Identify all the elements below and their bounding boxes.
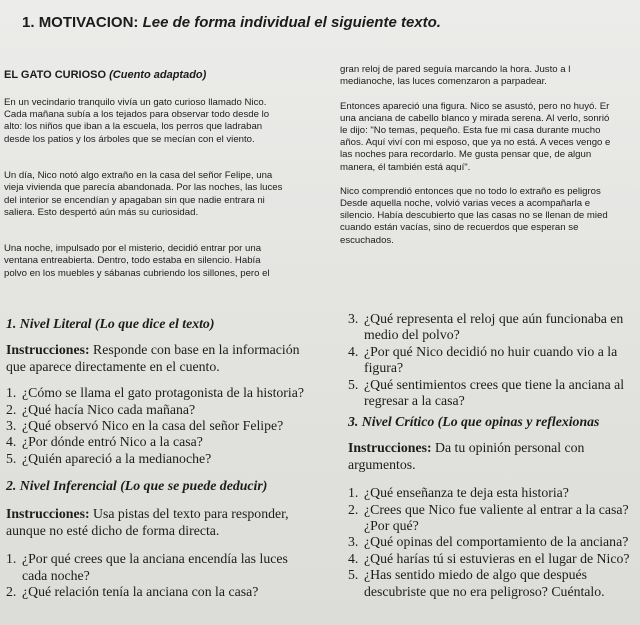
question-number: 2. [348,501,359,517]
level-critico-title: 3. Nivel Crítico (Lo que opinas y reflexionas [348,414,600,429]
question-number: 4. [348,343,359,359]
question-line: ¿Cómo se llama el gato protagonista de la historia? [22,385,304,401]
question-line: ¿Por qué? [364,518,419,534]
story-line [4,231,314,243]
question-number: 4. [348,550,359,566]
level-inferencial-title: 2. Nivel Inferencial (Lo que se puede deducir) [6,478,268,493]
question-item [6,385,324,401]
level-inferencial-section [6,478,324,600]
story-line: años. Aquí viví con mi esposo, que ya no está. A veces vengo e [340,137,611,149]
question-text [364,485,569,501]
story-title-text: EL GATO CURIOSO [4,69,107,81]
inferencial-instructions-text-2: aunque no esté dicho de forma directa. [6,522,220,538]
level-literal-section [6,316,324,467]
critico-instructions-text: Da tu opinión personal con [431,440,585,456]
question-number: 3. [348,311,359,326]
question-item [348,534,638,550]
question-text [22,418,283,434]
question-item [348,311,638,344]
question-line: ¿Qué representa el reloj que aún funcionaba en [364,311,624,326]
question-line: figura? [364,360,404,376]
story-line: Desde aquella noche, volvió varias veces a acompañarla e [340,198,591,210]
question-item [348,551,638,567]
question-item [6,451,324,467]
question-text [22,385,304,401]
question-line: ¿Qué hacía Nico cada mañana? [22,401,196,417]
level-literal-title: 1. Nivel Literal (Lo que dice el texto) [6,316,215,331]
question-line: ¿Por dónde entró Nico a la casa? [22,434,203,450]
question-number: 4. [6,434,17,450]
inferencial-instructions-label: Instrucciones: [6,506,90,522]
question-item [6,434,324,450]
inferencial-instructions-text: Usa pistas del texto para responder, [89,506,289,522]
question-line: ¿Por qué crees que la anciana encendía las luces [22,551,288,567]
question-text [364,344,617,377]
story-line: ventana entreabierta. Dentro, todo estaba en silencio. Había [4,255,261,267]
literal-instructions-label: Instrucciones: [6,342,90,358]
question-item [6,402,324,418]
story-line: cuando están vacías, sino de recuerdos que esperan se [340,222,579,234]
question-item [348,344,638,377]
story-line: En un vecindario tranquilo vivía un gato curioso llamado Nico. [4,97,267,108]
question-text [364,377,624,410]
story-line: del interior se encendían y apagaban sin que nadie entrara ni [4,194,265,206]
question-number: 2. [6,401,17,417]
story-line: las noches para recordarlo. Me gusta pensar que, de algun [340,149,592,161]
story-line: Entonces apareció una figura. Nico se asustó, pero no huyó. Er [340,100,610,112]
question-line: ¿Qué sentimientos crees que tiene la anciana al [364,376,625,392]
question-line: ¿Crees que Nico fue valiente al entrar a la casa? [364,501,629,517]
story-line: una anciana de cabello blanco y mirada serena. Al verlo, sonrió [340,112,610,124]
story-right-column [340,64,640,247]
question-line: ¿Qué enseñanza te deja esta historia? [364,485,569,501]
question-text [22,434,203,450]
story-line: Un día, Nico notó algo extraño en la casa del señor Felipe, una [4,170,273,182]
story-line: saliera. Esto despertó aún más su curiosidad. [4,206,199,218]
question-number: 3. [348,534,359,550]
question-number: 1. [6,385,17,401]
question-line: ¿Qué observó Nico en la casa del señor Felipe? [22,418,284,434]
story-line: Cada mañana subía a los tejados para observar todo desde lo [4,109,270,121]
question-text [22,584,258,600]
question-number: 5. [348,567,359,583]
question-text [364,311,623,344]
story-line: Una noche, impulsado por el misterio, decidió entrar por una [4,243,262,255]
critico-questions-list [348,485,638,600]
story-line [4,146,314,158]
question-line: ¿Has sentido miedo de algo que después [364,567,587,583]
question-line: medio del polvo? [364,327,460,343]
story-line: alto: los niños que iban a la escuela, los perros que ladraban [4,121,263,133]
question-text [364,551,630,567]
question-number: 3. [6,418,17,434]
question-item [6,551,324,584]
story-line: medianoche, las luces comenzaron a parpadear. [340,76,547,88]
story-line [4,219,314,231]
story-line: Nico comprendió entonces que no todo lo extraño es peligros [340,185,601,197]
question-text [364,567,605,600]
question-text [22,402,195,418]
story-line: escuchados. [340,234,394,246]
story-left-column [4,97,314,280]
question-text [22,451,211,467]
literal-instructions-text: Responde con base en la información [89,342,300,358]
question-line: regresar a la casa? [364,393,465,409]
question-number: 1. [348,485,359,501]
question-line: ¿Qué opinas del comportamiento de la anciana? [364,534,629,550]
literal-instructions-text-2: que aparece directamente en el cuento. [6,358,220,374]
story-line: vieja vivienda que parecía abandonada. Por las noches, las luces [4,182,283,194]
inferencial-questions-list [6,551,324,600]
question-line: ¿Por qué Nico decidió no huir cuando vio a la [364,343,618,359]
question-line: ¿Qué relación tenía la anciana con la casa? [22,584,259,600]
question-text [364,534,628,550]
question-text [364,502,629,535]
literal-questions-list [6,385,324,467]
critico-instructions-text-2: argumentos. [348,456,416,472]
story-line: polvo en los muebles y sábanas cubriendo los sillones, pero el [4,267,270,279]
question-number: 5. [6,450,17,466]
story-line: gran reloj de pared seguía marcando la hora. Justo a l [340,64,571,75]
critico-instructions-label: Instrucciones: [348,440,432,456]
question-line: descubriste que no era peligroso? Cuéntalo. [364,583,605,599]
story-line [340,174,640,186]
story-line: desde los patios y los árboles que se mecían con el viento. [4,133,255,145]
story-title [4,69,206,81]
question-item [348,502,638,535]
story-line [4,158,314,170]
question-item [348,485,638,501]
question-item [348,377,638,410]
question-item [348,567,638,600]
heading-label: MOTIVACION: [38,14,139,31]
question-line: ¿Quién apareció a la medianoche? [22,450,212,466]
literal-questions-continued [348,311,638,409]
level-critico-section [348,414,638,600]
story-line: le dijo: "No temas, pequeño. Esta fue mi casa durante mucho [340,124,601,136]
question-number: 2. [6,584,17,600]
question-line: cada noche? [22,567,90,583]
story-line: silencio. Había descubierto que las casas no se llenan de mied [340,210,608,222]
page-heading [22,14,441,31]
question-item [6,584,324,600]
story-line [340,88,640,100]
story-line: manera, él también está aquí". [340,161,471,173]
heading-number: 1. [22,14,35,31]
story-subtitle: (Cuento adaptado) [109,69,207,81]
question-number: 5. [348,376,359,392]
question-line: ¿Qué harías tú si estuvieras en el lugar de Nico? [364,550,630,566]
question-number: 1. [6,551,17,567]
heading-instruction: Lee de forma individual el siguiente texto. [142,14,441,31]
question-text [22,551,288,584]
question-item [6,418,324,434]
